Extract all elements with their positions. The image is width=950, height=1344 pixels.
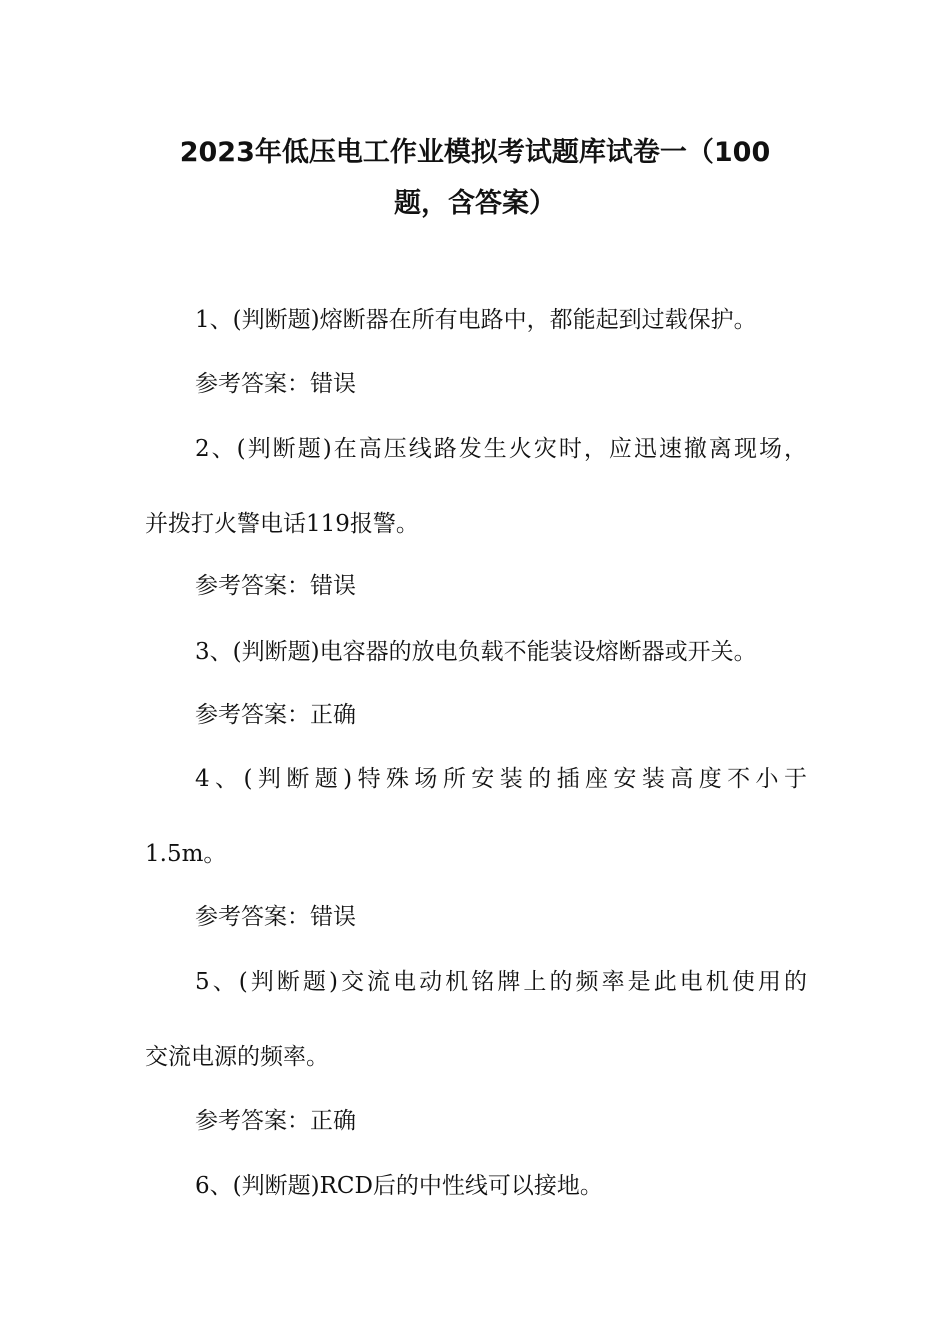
answer-4: 参考答案：错误 bbox=[195, 904, 356, 930]
question-1: 1、(判断题)熔断器在所有电路中，都能起到过载保护。 bbox=[195, 307, 757, 333]
question-4-line-1: 4、(判断题)特殊场所安装的插座安装高度不小于 bbox=[195, 766, 807, 792]
answer-3: 参考答案：正确 bbox=[195, 702, 356, 728]
question-4-line-2: 1.5m。 bbox=[145, 841, 227, 867]
answer-5: 参考答案：正确 bbox=[195, 1108, 356, 1134]
question-3: 3、(判断题)电容器的放电负载不能装设熔断器或开关。 bbox=[195, 639, 757, 665]
answer-1: 参考答案：错误 bbox=[195, 371, 356, 397]
question-6: 6、(判断题)RCD后的中性线可以接地。 bbox=[195, 1173, 603, 1199]
question-2-line-2: 并拨打火警电话119报警。 bbox=[145, 511, 419, 537]
question-2-line-1: 2、(判断题)在高压线路发生火灾时，应迅速撤离现场， bbox=[195, 436, 807, 462]
document-title-line-1: 2023年低压电工作业模拟考试题库试卷一（100 bbox=[179, 137, 771, 168]
document-title-line-2: 题，含答案） bbox=[394, 188, 556, 219]
answer-2: 参考答案：错误 bbox=[195, 573, 356, 599]
question-5-line-1: 5、(判断题)交流电动机铭牌上的频率是此电机使用的 bbox=[195, 969, 807, 995]
question-5-line-2: 交流电源的频率。 bbox=[145, 1044, 329, 1070]
